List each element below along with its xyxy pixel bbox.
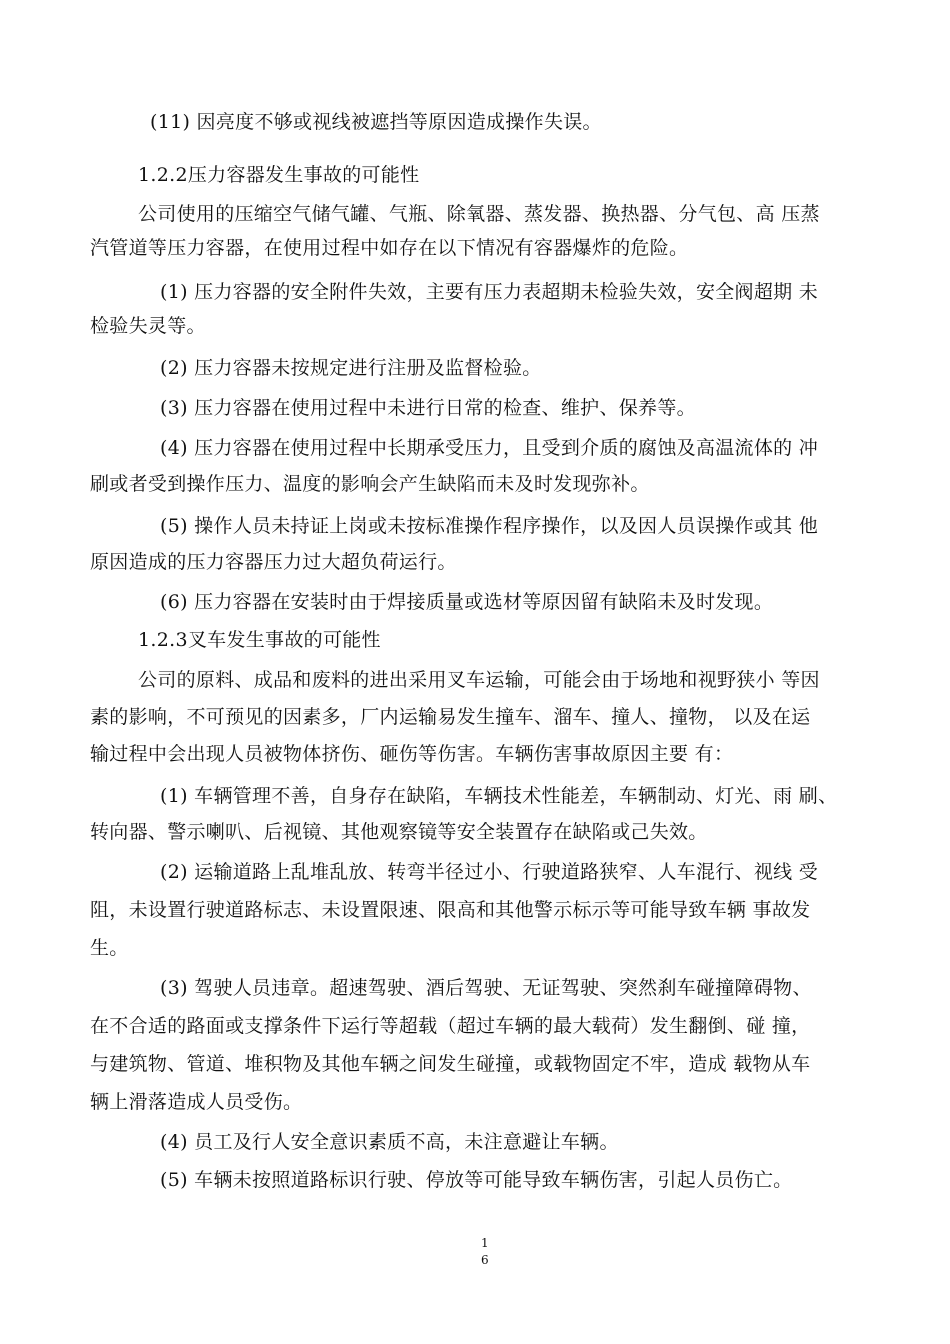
paragraph-line: (2) 运输道路上乱堆乱放、转弯半径过小、行驶道路狭窄、人车混行、视线 受 (160, 861, 819, 883)
paragraph-line: 检验失灵等。 (90, 315, 206, 337)
paragraph-line: (5) 车辆未按照道路标识行驶、停放等可能导致车辆伤害，引起人员伤亡。 (160, 1169, 793, 1191)
paragraph-line: 与建筑物、管道、堆积物及其他车辆之间发生碰撞，或载物固定不牢，造成 载物从车 (90, 1053, 811, 1075)
paragraph-line: (1) 车辆管理不善，自身存在缺陷，车辆技术性能差，车辆制动、灯光、雨 刷、 (160, 785, 838, 807)
page-number-top: 1 (481, 1236, 489, 1250)
paragraph-line: 辆上滑落造成人员受伤。 (90, 1091, 303, 1113)
paragraph-line: (2) 压力容器未按规定进行注册及监督检验。 (160, 357, 542, 379)
paragraph-line: (4) 员工及行人安全意识素质不高，未注意避让车辆。 (160, 1131, 619, 1153)
paragraph-line: (3) 压力容器在使用过程中未进行日常的检查、维护、保养等。 (160, 397, 696, 419)
paragraph-line: (3) 驾驶人员违章。超速驾驶、酒后驾驶、无证驾驶、突然刹车碰撞障碍物、 (160, 977, 812, 999)
paragraph-line: 刷或者受到操作压力、温度的影响会产生缺陷而未及时发现弥补。 (90, 473, 650, 495)
paragraph-line: 生。 (90, 937, 129, 959)
paragraph-line: 汽管道等压力容器，在使用过程中如存在以下情况有容器爆炸的危险。 (90, 237, 689, 259)
paragraph-line: 公司的原料、成品和废料的进出采用叉车运输，可能会由于场地和视野狭小 等因 (138, 669, 820, 691)
paragraph-line: 在不合适的路面或支撑条件下运行等超载（超过车辆的最大载荷）发生翻倒、碰 撞， (90, 1015, 811, 1037)
section-heading: 1.2.3叉车发生事故的可能性 (138, 629, 381, 651)
paragraph-line: 原因造成的压力容器压力过大超负荷运行。 (90, 551, 457, 573)
page-number-bottom: 6 (481, 1253, 489, 1267)
paragraph-line: (4) 压力容器在使用过程中长期承受压力，且受到介质的腐蚀及高温流体的 冲 (160, 437, 819, 459)
paragraph-line: 素的影响，不可预见的因素多，厂内运输易发生撞车、溜车、撞人、撞物， 以及在运 (90, 706, 811, 728)
paragraph-line: 公司使用的压缩空气储气罐、气瓶、除氧器、蒸发器、换热器、分气包、高 压蒸 (138, 203, 820, 225)
paragraph-line: 阻，未设置行驶道路标志、未设置限速、限高和其他警示标示等可能导致车辆 事故发 (90, 899, 811, 921)
paragraph-line: (5) 操作人员未持证上岗或未按标准操作程序操作，以及因人员误操作或其 他 (160, 515, 819, 537)
paragraph-line: (11) 因亮度不够或视线被遮挡等原因造成操作失误。 (150, 111, 602, 133)
paragraph-line: 输过程中会出现人员被物体挤伤、砸伤等伤害。车辆伤害事故原因主要 有： (90, 743, 734, 765)
paragraph-line: 转向器、警示喇叭、后视镜、其他观察镜等安全装置存在缺陷或己失效。 (90, 821, 708, 843)
paragraph-line: (6) 压力容器在安装时由于焊接质量或选材等原因留有缺陷未及时发现。 (160, 591, 774, 613)
paragraph-line: (1) 压力容器的安全附件失效，主要有压力表超期未检验失效，安全阀超期 未 (160, 281, 819, 303)
section-heading: 1.2.2压力容器发生事故的可能性 (138, 164, 420, 186)
